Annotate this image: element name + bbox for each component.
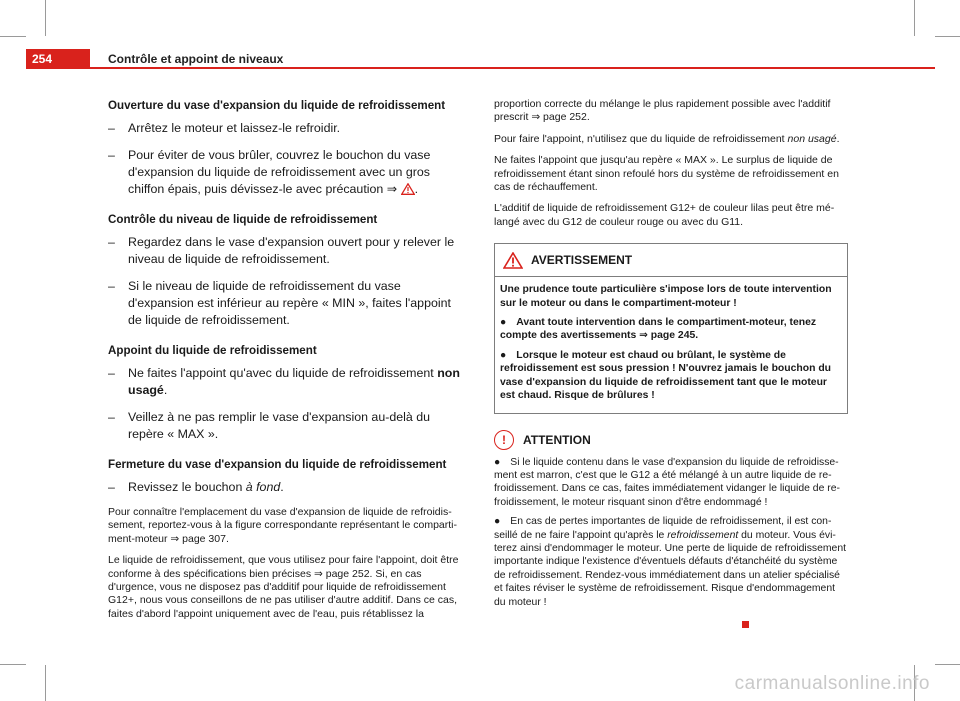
attention-exclamation-icon: ! — [494, 430, 514, 450]
body-paragraph: Pour connaître l'emplacement du vase d'expansion de liquide de refroidissement, reportez-vous à la figure correspondante représentant le compartiment-moteur ⇒ page 307. — [108, 506, 458, 545]
attention-bullet: ● En cas de pertes importantes de liquide de refroidissement, il est conseillé de ne faire l'appoint qu'après le refroidissement du moteur. Vous éviterez ainsi d'endommager le moteur. Une perte de liquide de refroidissement importante indique l'existence d'éventuels défauts d'étanchéité du système de refroidissement. Rendez-vous immédiatement dans un atelier spécialisé et faites réviser le système de refroidissement. Risque d'endommagement du moteur ! — [494, 516, 846, 608]
crop-mark — [914, 0, 915, 36]
step-item: – Pour éviter de vous brûler, couvrez le bouchon du vase d'expansion du liquide de refroidissement avec un gros chiffon épais, puis dévissez-le avec précaution ⇒ . — [108, 148, 431, 196]
end-of-section-marker — [742, 621, 749, 628]
body-paragraph: Le liquide de refroidissement, que vous utilisez pour faire l'appoint, doit être conforme à des spécifications bien précises ⇒ page 252. Si, en cas d'urgence, vous ne disposez pas d'additif pour liquide de refroidissement G12+, nous vous conseillons de ne pas utiliser d'autre additif. Dans ce cas, faites d'abord l'appoint uniquement avec de l'eau, puis rétablissez la — [108, 554, 459, 620]
attention-bullet: ● Si le liquide contenu dans le vase d'expansion du liquide de refroidissement est marron, c'est que le G12 a été mélangé à un autre liquide de refroidissement. Dans ce cas, faites immédiatement vidanger le liquide de refroidissement, le moteur risquant sinon d'être endommagé ! — [494, 456, 840, 508]
right-column — [494, 98, 848, 633]
step-item: – Ne faites l'appoint qu'avec du liquide de refroidissement non usagé. — [108, 366, 460, 397]
attention-header — [494, 428, 848, 452]
crop-mark — [0, 36, 26, 37]
warning-intro: Une prudence toute particulière s'impose lors de toute intervention sur le moteur ou dans le compartiment-moteur ! — [500, 284, 832, 309]
chapter-title: Contrôle et appoint de niveaux — [108, 52, 284, 66]
warning-header — [495, 244, 847, 277]
crop-mark — [935, 36, 960, 37]
warning-bullet: ● Lorsque le moteur est chaud ou brûlant, le système de refroidissement est sous pression ! N'ouvrez jamais le bouchon du vase d'expansion du liquide de refroidissement tant que le moteur est chaud. Risque de brûlures ! — [500, 349, 832, 402]
warning-triangle-icon[interactable] — [401, 183, 415, 195]
body-paragraph: Ne faites l'appoint que jusqu'au repère « MAX ». Le surplus de liquide de refroidissement étant sinon refoulé hors du système de refroidissement en cas de réchauffement. — [494, 154, 839, 194]
watermark: carmanualsonline.info — [734, 673, 930, 694]
section-heading-closing: Fermeture du vase d'expansion du liquide de refroidissement — [108, 458, 447, 471]
section-heading-opening: Ouverture du vase d'expansion du liquide de refroidissement — [108, 99, 446, 112]
left-column — [108, 98, 463, 629]
section-heading-check: Contrôle du niveau de liquide de refroidissement — [108, 213, 378, 226]
step-item: – Veillez à ne pas remplir le vase d'expansion au-delà du repère « MAX ». — [108, 410, 430, 441]
page-number: 254 — [26, 49, 90, 69]
section-heading-topup: Appoint du liquide de refroidissement — [108, 344, 317, 357]
body-paragraph: proportion correcte du mélange le plus rapidement possible avec l'additif prescrit ⇒ page 252. — [494, 98, 831, 124]
step-item: – Arrêtez le moteur et laissez-le refroidir. — [108, 121, 341, 135]
warning-bullet: ● Avant toute intervention dans le compartiment-moteur, tenez compte des avertissements ⇒ page 245. — [500, 317, 817, 342]
crop-mark — [45, 665, 46, 701]
crop-mark — [45, 0, 46, 36]
warning-body — [495, 277, 847, 412]
step-item: – Si le niveau de liquide de refroidissement du vase d'expansion est inférieur au repère « MIN », faites l'appoint de liquide de refroidissement. — [108, 279, 451, 327]
body-paragraph: L'additif de liquide de refroidissement G12+ de couleur lilas peut être mélangé avec du G12 de couleur rouge ou avec du G11. — [494, 202, 835, 228]
warning-box — [494, 243, 848, 413]
crop-mark — [0, 664, 26, 665]
attention-title: ATTENTION — [523, 432, 591, 447]
header-rule — [90, 67, 935, 69]
crop-mark — [935, 664, 960, 665]
warning-title: AVERTISSEMENT — [531, 253, 633, 268]
step-item: – Regardez dans le vase d'expansion ouvert pour y relever le niveau de liquide de refroidissement. — [108, 235, 455, 266]
step-item: – Revissez le bouchon à fond. — [108, 480, 284, 494]
attention-body — [494, 456, 848, 633]
body-paragraph: Pour faire l'appoint, n'utilisez que du liquide de refroidissement non usagé. — [494, 132, 840, 145]
warning-triangle-icon — [503, 252, 523, 269]
